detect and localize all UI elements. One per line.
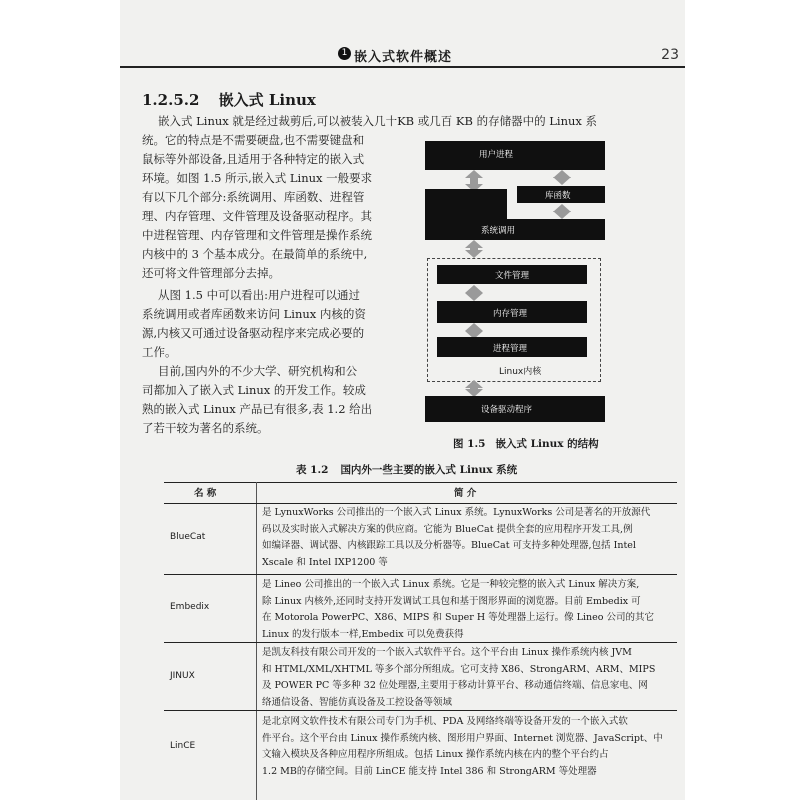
device-driver-box: [425, 396, 605, 422]
double-arrow-icon: [470, 177, 478, 185]
figure-number: 图 1.5: [453, 438, 486, 450]
double-arrow-icon: [558, 211, 566, 212]
table-row-rule: [164, 710, 677, 711]
paragraph-line: 司都加入了嵌入式 Linux 的开发工作。较成: [142, 383, 366, 397]
paragraph-3: [142, 362, 412, 438]
device-driver-label: 设备驱动程序: [481, 405, 533, 415]
table-cell-line: 是 Lineo 公司推出的一个嵌入式 Linux 系统。它是一种较完整的嵌入式 Linux 解决方案,: [262, 579, 640, 590]
table-header-rule: [164, 503, 677, 504]
paragraph-line: 内核中的 3 个基本成分。在最简单的系统中,: [142, 247, 368, 261]
paragraph-line: 嵌入式 Linux 就是经过裁剪后,可以被装入几十KB 或几百 KB 的存储器中的 Linux 系: [158, 114, 598, 128]
table-cell-line: 和 HTML/XML/XHTML 等多个部分所组成。它可支持 X86、StrongARM、ARM、MIPS: [262, 663, 656, 675]
table-cell-line: 1.2 MB的存储空间。目前 LinCE 能支持 Intel 386 和 StrongARM 等处理器: [262, 765, 597, 777]
table-cell-line: 及 POWER PC 等多种 32 位处理器,主要用于移动计算平台、移动通信终端、信息家电、网: [262, 680, 648, 691]
file-management-box: [437, 265, 587, 284]
paragraph-line: 熟的嵌入式 Linux 产品已有很多,表 1.2 给出: [142, 402, 373, 416]
table-cell-line: 文输入模块及各种应用程序所组成。包括 Linux 操作系统内核在内的整个平台约占: [262, 749, 609, 760]
double-arrow-icon: [470, 247, 478, 251]
figure-caption: [453, 436, 599, 451]
process-management-label: 进程管理: [493, 344, 528, 354]
table-cell-line: 件平台。这个平台由 Linux 操作系统内核、图形用户界面、Internet 浏览器、JavaScript、中: [262, 732, 663, 744]
paragraph-line: 了若干较为著名的系统。: [142, 421, 269, 435]
table-cell-line: 是凯友科技有限公司开发的一个嵌入式软件平台。这个平台由 Linux 操作系统内核 JVM: [262, 647, 632, 658]
table-cell-line: 如编译器、调试器、内核跟踪工具以及分析器等。BlueCat 可支持多种处理器,包括 Intel: [262, 540, 636, 551]
double-arrow-icon: [470, 387, 478, 390]
file-management-label: 文件管理: [495, 271, 530, 281]
paragraph-line: 工作。: [142, 345, 177, 359]
table-cell-line: 络通信设备、智能仿真设备及工控设备等领域: [262, 696, 453, 708]
section-number: 1.2.5.2: [142, 91, 200, 109]
table-cell-description: [262, 714, 672, 780]
table-cell-description: [262, 577, 672, 643]
paragraph-line: 环境。如图 1.5 所示,嵌入式 Linux 一般要求: [142, 171, 373, 185]
table-cell-line: 码以及实时嵌入式解决方案的供应商。它能为 BlueCat 提供全套的应用程序开发工具,例: [262, 523, 633, 535]
paragraph-line: 还可将文件管理部分去掉。: [142, 266, 280, 280]
table-top-rule: [164, 482, 677, 483]
paragraph-1-cont: [142, 131, 412, 283]
paragraph-line: 有以下几个部分:系统调用、库函数、进程管: [142, 190, 365, 204]
system-call-label: 系统调用: [481, 226, 516, 236]
table-row-rule: [164, 642, 677, 643]
user-process-label: 用户进程: [479, 150, 514, 160]
table-cell-line: 是北京网文软件技术有限公司专门为手机、PDA 及网络终端等设备开发的一个嵌入式软: [262, 716, 628, 727]
memory-management-box: [437, 301, 587, 323]
section-heading: [142, 89, 316, 110]
table-cell-line: 除 Linux 内核外,还同时支持开发调试工具包和基于图形界面的浏览器。目前 Embedix 可: [262, 595, 641, 607]
system-call-box: [425, 219, 605, 240]
double-arrow-icon: [470, 292, 478, 294]
paragraph-2: [142, 286, 412, 362]
paragraph-line: 鼠标等外部设备,且适用于各种特定的嵌入式: [142, 152, 365, 166]
memory-management-label: 内存管理: [493, 309, 528, 319]
table-cell-line: 是 LynuxWorks 公司推出的一个嵌入式 Linux 系统。LynuxWorks 公司是著名的开放源代: [262, 507, 651, 518]
embedded-linux-table: [164, 482, 677, 800]
double-arrow-icon: [558, 177, 566, 178]
section-title: 嵌入式 Linux: [218, 91, 316, 109]
paragraph-line: 理、内存管理、文件管理及设备驱动程序。其: [142, 209, 372, 223]
paragraph-line: 源,内核又可通过设备驱动程序来完成必要的: [142, 326, 365, 340]
table-cell-line: Linux 的发行版本一样,Embedix 可以免费获得: [262, 628, 464, 640]
process-management-box: [437, 337, 587, 357]
table-caption: [296, 462, 517, 477]
header-title: 嵌入式软件概述: [354, 50, 453, 65]
table-cell-description: [262, 645, 672, 711]
table-number: 表 1.2: [296, 464, 329, 476]
user-process-box: [425, 141, 605, 170]
chapter-bullet-icon: 1: [338, 47, 351, 60]
double-arrow-icon: [470, 330, 478, 332]
table-row-rule: [164, 574, 677, 575]
paragraph-line: 统。它的特点是不需要硬盘,也不需要键盘和: [142, 133, 365, 147]
page-number: 23: [661, 47, 679, 63]
figure-title: 嵌入式 Linux 的结构: [495, 438, 599, 450]
table-cell-line: 在 Motorola PowerPC、X86、MIPS 和 Super H 等处理器上运行。像 Lineo 公司的其它: [262, 612, 654, 623]
book-page: [120, 0, 685, 800]
table-cell-name: JINUX: [170, 671, 195, 681]
paragraph-line: 目前,国内外的不少大学、研究机构和公: [158, 364, 358, 378]
library-functions-box: [517, 186, 605, 203]
table-header-description: 简 介: [454, 488, 477, 499]
table-column-divider: [256, 482, 257, 800]
paragraph-line: 从图 1.5 中可以看出:用户进程可以通过: [158, 288, 360, 302]
table-cell-name: BlueCat: [170, 532, 206, 542]
paragraph-line: 中进程管理、内存管理和文件管理是操作系统: [142, 228, 372, 242]
table-header-name: 名 称: [194, 488, 217, 499]
linux-architecture-diagram: [425, 141, 610, 431]
table-cell-description: [262, 505, 672, 571]
paragraph-line: 系统调用或者库函数来访问 Linux 内核的资: [142, 307, 366, 321]
table-cell-name: Embedix: [170, 602, 210, 612]
table-cell-name: LinCE: [170, 741, 196, 751]
running-header: [120, 44, 685, 68]
table-cell-line: Xscale 和 Intel IXP1200 等: [262, 556, 388, 568]
linux-kernel-label: Linux内核: [497, 364, 543, 377]
paragraph-1: [158, 112, 658, 131]
table-title: 国内外一些主要的嵌入式 Linux 系统: [340, 464, 518, 476]
library-functions-label: 库函数: [545, 191, 571, 201]
